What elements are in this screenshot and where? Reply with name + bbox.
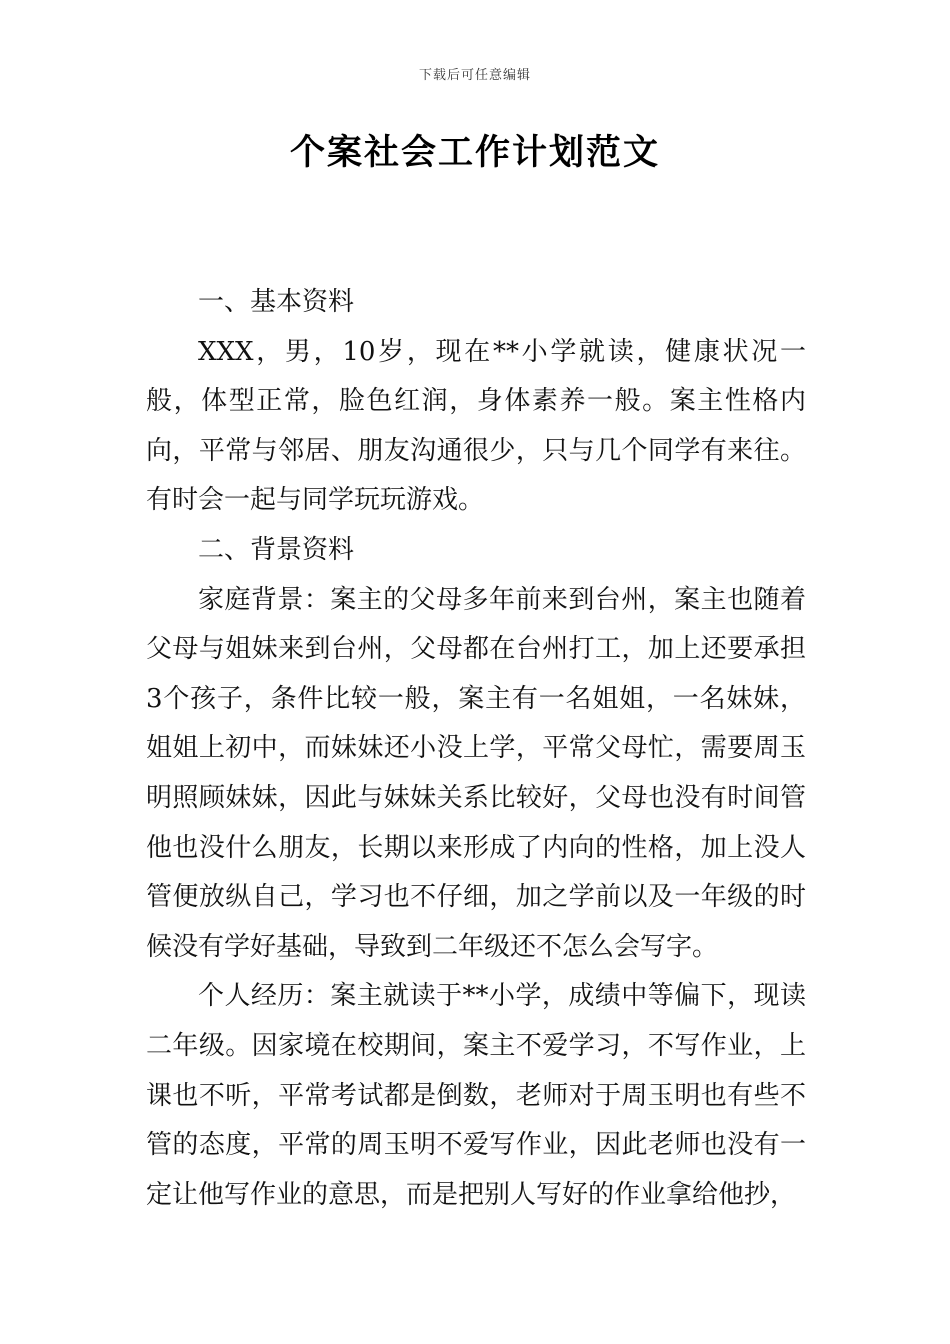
section-heading-basic-info: 一、基本资料 [198, 287, 355, 317]
family-background-paragraph: 家庭背景：案主的父母多年前来到台州，案主也随着父母与姐妹来到台州，父母都在台州打工，加上还要承担3个孩子，条件比较一般，案主有一名姐姐，一名妹妹，姐姐上初中，而妹妹还小没上学，平常父母忙，需要周玉明照顾妹妹，因此与妹妹关系比较好，父母也没有时间管他也没什么朋友，长期以来形成了内向的性格，加上没人管便放纵自己，学习也不仔细，加之学前以及一年级的时候没有学好基础，导致到二年级还不怎么会写字。 [146, 584, 806, 962]
section-heading-background: 二、背景资料 [198, 534, 355, 565]
header-note: 下载后可任意编辑 [418, 68, 531, 83]
basic-info-paragraph: XXX，男，10岁，现在**小学就读，健康状况一般，体型正常，脸色红润，身体素养一般。案主性格内向，平常与邻居、朋友沟通很少，只与几个同学有来往。有时会一起与同学玩玩游戏。 [146, 336, 806, 516]
personal-history-paragraph: 个人经历：案主就读于**小学，成绩中等偏下，现读二年级。因家境在校期间，案主不爱学习，不写作业，上课也不听，平常考试都是倒数，老师对于周玉明也有些不管的态度，平常的周玉明不爱写作业，因此老师也没有一定让他写作业的意思，而是把别人写好的作业拿给他抄， [146, 981, 806, 1210]
document-body [146, 278, 806, 1220]
document-title: 个案社会工作计划范文 [289, 133, 660, 173]
